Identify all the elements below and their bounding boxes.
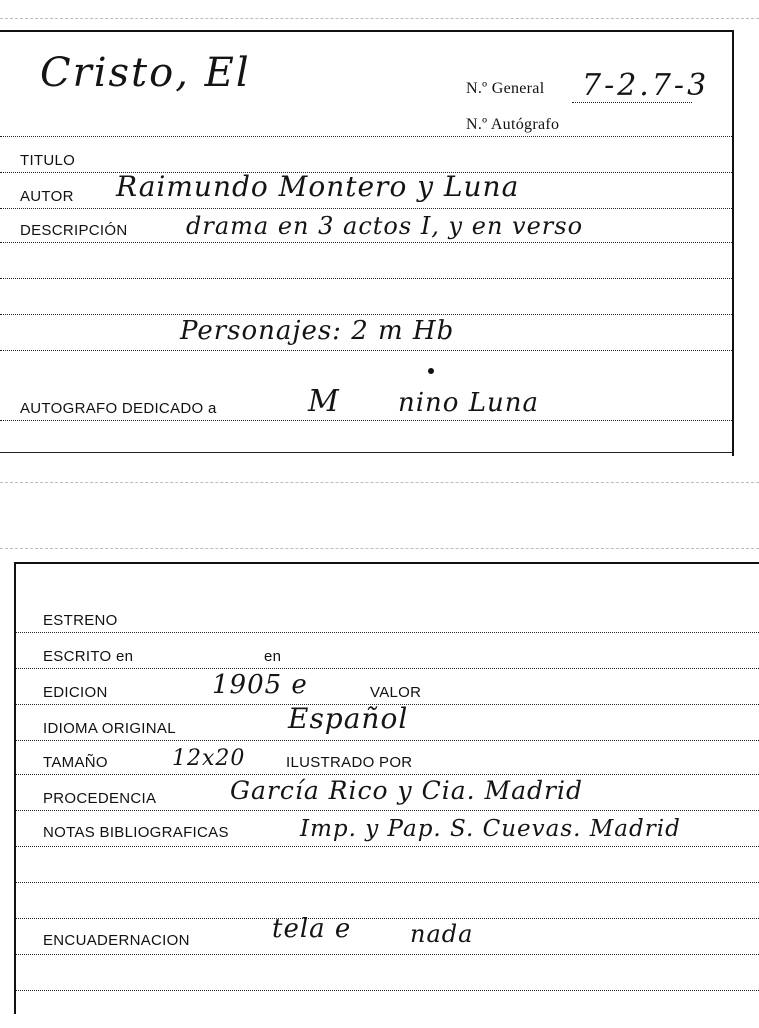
autografo-label: AUTOGRAFO DEDICADO a <box>20 400 217 417</box>
rule-b4 <box>16 740 759 741</box>
rule-b7 <box>16 846 759 847</box>
idioma-value: Español <box>288 702 409 735</box>
catalog-card-front <box>0 30 734 456</box>
encuadernacion-value-end: nada <box>410 920 474 948</box>
rule-6 <box>0 314 732 315</box>
idioma-label: IDIOMA ORIGINAL <box>43 720 176 737</box>
autografo-value-start: M <box>308 384 340 419</box>
catalog-card-back <box>14 562 759 1014</box>
rule-b6 <box>16 810 759 811</box>
estreno-label: ESTRENO <box>43 612 118 629</box>
personajes-value: Personajes: 2 m Hb <box>180 316 455 346</box>
numero-general-value: 7-2.7-3 <box>582 68 710 103</box>
rule-b8 <box>16 882 759 883</box>
edicion-label: EDICION <box>43 684 108 701</box>
card-heading: Cristo, El <box>40 50 251 96</box>
rule-1 <box>0 136 732 137</box>
rule-b9 <box>16 918 759 919</box>
autografo-value-end: nino Luna <box>398 388 539 418</box>
scan-edge-top <box>0 18 759 19</box>
rule-b1 <box>16 632 759 633</box>
ink-dot <box>428 368 434 374</box>
escrito-label: ESCRITO en <box>43 648 134 665</box>
rule-9 <box>0 452 732 453</box>
rule-3 <box>0 208 732 209</box>
rule-general <box>572 102 692 103</box>
valor-label: VALOR <box>370 684 422 701</box>
tamano-label: TAMAÑO <box>43 754 108 771</box>
autor-label: AUTOR <box>20 188 74 205</box>
procedencia-label: PROCEDENCIA <box>43 790 157 807</box>
rule-7 <box>0 350 732 351</box>
procedencia-value: García Rico y Cia. Madrid <box>230 776 583 805</box>
rule-b2 <box>16 668 759 669</box>
escrito-en-label: en <box>264 648 282 665</box>
descripcion-value: drama en 3 actos I, y en verso <box>186 212 584 240</box>
punch-hole <box>364 922 404 962</box>
numero-general-label: N.º General <box>466 80 545 97</box>
tamano-value: 12x20 <box>172 746 246 771</box>
rule-5 <box>0 278 732 279</box>
notas-label: NOTAS BIBLIOGRAFICAS <box>43 824 229 841</box>
autor-value: Raimundo Montero y Luna <box>116 170 520 203</box>
encuadernacion-value-start: tela e <box>272 914 352 944</box>
notas-value: Imp. y Pap. S. Cuevas. Madrid <box>300 816 681 842</box>
rule-b10 <box>16 954 759 955</box>
scan-edge-lower <box>0 548 759 549</box>
edicion-value: 1905 e <box>212 670 308 700</box>
rule-b5 <box>16 774 759 775</box>
numero-autografo-label: N.º Autógrafo <box>466 116 560 133</box>
rule-b11 <box>16 990 759 991</box>
encuadernacion-label: ENCUADERNACION <box>43 932 190 949</box>
descripcion-label: DESCRIPCIÓN <box>20 222 128 239</box>
rule-8 <box>0 420 732 421</box>
ilustrado-label: ILUSTRADO POR <box>286 754 413 771</box>
titulo-label: TITULO <box>20 152 76 169</box>
rule-4 <box>0 242 732 243</box>
scan-edge-middle <box>0 482 759 483</box>
